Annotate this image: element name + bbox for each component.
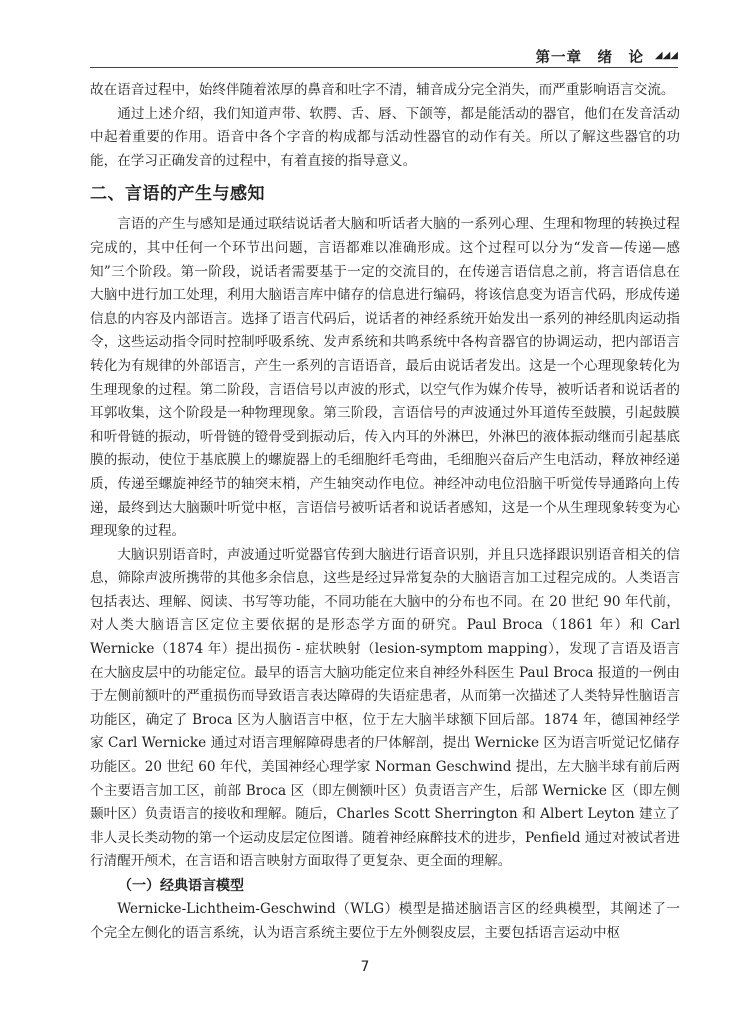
header-rule: [90, 67, 678, 68]
chapter-title: 第一章 绪 论: [535, 50, 644, 66]
running-header: [90, 46, 678, 66]
paragraph-continued: 故在语音过程中，始终伴随着浓厚的鼻音和吐字不清，辅音成分完全消失，而严重影响语言交流。: [90, 82, 675, 98]
subsection-heading: （一）经典语言模型: [118, 878, 244, 894]
page-body: [90, 79, 680, 945]
paragraph-articulators: 通过上述介绍，我们知道声带、软腭、舌、唇、下颌等，都是能活动的器官，他们在发音活动中起着重要的作用。语音中各个字音的构成都与活动性器官的动作有关。所以了解这些器官的功能，在学习正确发音的过程中，有着直接的指导意义。: [90, 105, 680, 169]
paragraph-speech-production: 言语的产生与感知是通过联结说话者大脑和听话者大脑的一系列心理、生理和物理的转换过程完成的，其中任何一个环节出问题，言语都难以准确形成。这个过程可以分为“发音—传递—感知”三个阶段。第一阶段，说话者需要基于一定的交流目的，在传递言语信息之前，将言语信息在大脑中进行加工处理，利用大脑语言库中储存的信息进行编码，将该信息变为语言代码，形成传递信息的内容及内部语言。选择了语言代码后，说话者的神经系统开始发出一系列的神经肌肉运动指令，这些运动指令同时控制呼吸系统、发声系统和共鸣系统中各构音器官的协调运动，把内部语言转化为有规律的外部语言，产生一系列的言语语音，最后由说话者发出。这是一个心理现象转化为生理现象的过程。第二阶段，言语信号以声波的形式，以空气作为媒介传导，被听话者和说话者的耳郭收集，这个阶段是一种物理现象。第三阶段，言语信号的声波通过外耳道传至鼓膜，引起鼓膜和听骨链的振动，听骨链的镫骨受到振动后，传入内耳的外淋巴，外淋巴的液体振动继而引起基底膜的振动，使位于基底膜上的螺旋器上的毛细胞纤毛弯曲，毛细胞兴奋后产生电活动，释放神经递质，传递至螺旋神经节的轴突末梢，产生轴突动作电位。神经冲动电位沿脑干听觉传导通路向上传递，最终到达大脑颞叶听觉中枢，言语信号被听话者和说话者感知，这是一个从生理现象转变为心理现象的过程。: [90, 216, 680, 540]
section-heading: 二、言语的产生与感知: [90, 184, 265, 205]
page-number: 7: [360, 959, 370, 975]
header-triangles-icon: ◢◢◢: [654, 50, 678, 61]
paragraph-speech-recognition: 大脑识别语音时，声波通过听觉器官传到大脑进行语音识别，并且只选择跟识别语音相关的信息，筛除声波所携带的其他多余信息，这些是经过异常复杂的大脑语言加工过程完成的。人类语言包括表达、理解、阅读、书写等功能，不同功能在大脑中的分布也不同。在 20 世纪 90 年代前，对人类大脑语言区定位主要依据的是形态学方面的研究。Paul Broca（1861 年）和 Carl Wernicke（1874 年）提出损伤 - 症状映射（lesion-symptom mapping），发现了言语及语言在大脑皮层中的功能定位。最早的语言大脑功能定位来自神经外科医生 Paul Broca 报道的一例由于左侧前额叶的严重损伤而导致语言表达障碍的失语症患者，从而第一次描述了人类特异性脑语言功能区，确定了 Broca 区为人脑语言中枢，位于左大脑半球额下回后部。1874 年，德国神经学家 Carl Wernicke 通过对语言理解障碍患者的尸体解剖，提出 Wernicke 区为语言听觉记忆储存功能区。20 世纪 60 年代，美国神经心理学家 Norman Geschwind 提出，左大脑半球有前后两个主要语言加工区，前部 Broca 区（即左侧额叶区）负责语言产生，后部 Wernicke 区（即左侧颞叶区）负责语言的接收和理解。随后，Charles Scott Sherrington 和 Albert Leyton 建立了非人灵长类动物的第一个运动皮层定位图谱。随着神经麻醉技术的进步，Penfield 通过对被试者进行清醒开颅术，在言语和语言映射方面取得了更复杂、更全面的理解。: [90, 546, 680, 870]
paragraph-wlg-model: Wernicke-Lichtheim-Geschwind（WLG）模型是描述脑语言区的经典模型，其阐述了一个完全左侧化的语言系统，认为语言系统主要位于左外侧裂皮层，主要包括语言运动中枢: [90, 901, 680, 941]
